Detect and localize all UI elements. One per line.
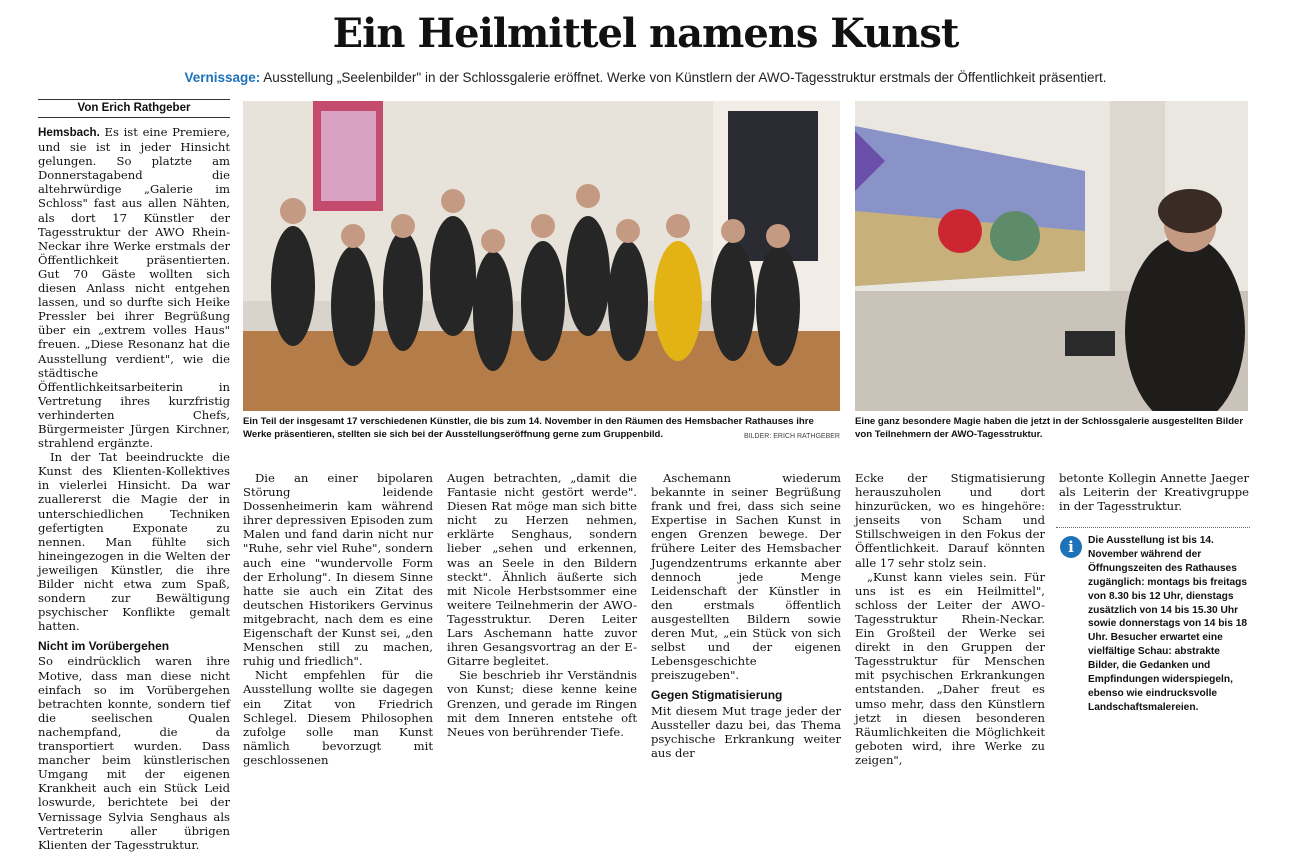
paragraph: Augen betrachten, „damit die Fantasie nicht gestört werde". Diesen Rat möge man sich bitte nicht zu Herzen nehmen, erklärte Senghaus, sondern lieber „sehen und erkennen, was an Seele in den Bildern steckt". Ähnlich äußerte sich mit Nicole Herbstsommer eine weitere Teilnehmerin der AWO-Tagesstruktur. Deren Leiter Lars Aschemann hatte zuvor ihren Gesangsvortrag an der E-Gitarre begleitet.: [447, 471, 637, 669]
group-photo-image: [243, 101, 840, 411]
painting-photo-image: [855, 101, 1248, 411]
paragraph: Die an einer bipolaren Störung leidende Dossenheimerin kam während ihrer depressiven Episoden zum Malen und fand darin nicht nur "Ruhe, sehr viel Ruhe", sondern auch eine "wundervolle Form der Erholung". In diesem Sinne hatte sie auch ein Zitat des deutschen Historikers Gervinus mitgebracht, nach dem es eine Eigenschaft der Kunst sei, „den Menschen still zu machen, ruhig und friedlich".: [243, 471, 433, 669]
paragraph: In der Tat beeindruckte die Kunst des Klienten-Kollektives in vielerlei Hinsicht. Da war zuallererst die Magie der in unterschiedlichen Techniken gefertigten Exponate zu nennen. Man fühlte sich hineingezogen in die Welten der jeweiligen Künstler, die ihre Bilder nicht etwa zum Spaß, sondern zur Bewältigung psychischer Konflikte gemalt hatten.: [38, 450, 230, 634]
paragraph: [38, 125, 230, 450]
group-photo: [243, 101, 840, 411]
section-heading: Nicht im Vorübergehen: [38, 639, 170, 654]
paragraph: betonte Kollegin Annette Jaeger als Leiterin der Kreativgruppe in der Tagesstruktur.: [1059, 471, 1249, 514]
article-column-5: [855, 471, 1045, 767]
painting-photo-caption: Eine ganz besondere Magie haben die jetzt in der Schlossgalerie ausgestellten Bilder von Teilnehmern der AWO-Tagesstruktur.: [855, 416, 1244, 440]
info-box-text: Die Ausstellung ist bis 14. November während der Öffnungszeiten des Rathauses zugänglich: montags bis freitags von 8.30 bis 12 Uhr, dienstags zusätzlich von 14 bis 15.30 Uhr sowie donnerstags von 14 bis 18 Uhr. Besucher erwartet eine vielfältige Schau: abstrakte Bilder, die Gedanken und Empfindungen widerspiegeln, ebenso wie eindrucksvolle Landschaftsmalereien.: [1088, 535, 1248, 713]
section-heading: Gegen Stigmatisierung: [651, 688, 783, 703]
dateline: Hemsbach.: [38, 126, 100, 139]
painting-photo: [855, 101, 1248, 411]
subheadline-kicker: Vernissage:: [184, 70, 261, 85]
photo-credit: BILDER: ERICH RATHGEBER: [744, 433, 840, 440]
paragraph: Ecke der Stigmatisierung herauszuholen und dort hinzurücken, wo es hingehöre: jenseits von Scham und Stillschweigen in den Fokus der Öffentlichkeit. Darauf könnten alle 17 sehr stolz sein.: [855, 471, 1045, 570]
headline: Ein Heilmittel namens Kunst: [332, 10, 959, 57]
article-column-4: [651, 471, 841, 760]
paragraph: „Kunst kann vieles sein. Für uns ist es ein Heilmittel", schloss der Leiter der AWO-Tagesstruktur Rhein-Neckar. Ein Großteil der Werke sei direkt in den Gruppen der Tagesstruktur für Menschen mit psychischen Erkrankungen entstanden. „Daher freut es umso mehr, dass den Künstlern jetzt in diesen besonderen Räumlichkeiten die Möglichkeit geboten wird, ihre Werke zu zeigen",: [855, 569, 1045, 767]
paragraph: Sie beschrieb ihr Verständnis von Kunst; diese kenne keine Grenzen, und gerade im Ringen mit dem Inneren entstehe oft Neues von berührender Tiefe.: [447, 668, 637, 739]
paragraph: So eindrücklich waren ihre Motive, dass man diese nicht einfach so im Vorübergehen betrachten konnte, sondern tief die seelischen Qualen nachempfand, die da transportiert wurden. Dass mancher beim künstlerischen Umgang mit der eigenen Krankheit auch ein Stück Leid loswurde, berichtete bei der Vernissage Sylvia Senghaus als Vertreterin aller übrigen Klienten der Tagesstruktur.: [38, 654, 230, 852]
subheadline-text: Ausstellung „Seelenbilder" in der Schlossgalerie eröffnet. Werke von Künstlern der AWO-Tagesstruktur erstmals der Öffentlichkeit präsentiert.: [260, 70, 1107, 85]
article-column-1: [38, 125, 230, 852]
paragraph: Mit diesem Mut trage jeder der Aussteller dazu bei, das Thema psychische Erkrankung weiter aus der: [651, 703, 841, 760]
subheadline: [0, 70, 1291, 85]
info-icon: i: [1060, 536, 1082, 558]
paragraph: Aschemann wiederum bekannte in seiner Begrüßung frank und frei, dass sich seine Expertise in Sachen Kunst in engen Grenzen bewege. Der frühere Leiter des Hemsbacher Jugendzentrums erkannte aber dennoch jede Menge Leidenschaft der Künstler in den erstmals öffentlich ausgestellten Bildern sowie deren Mut, „ein Stück von sich selbst und der eigenen Lebensgeschichte preiszugeben".: [651, 471, 841, 683]
article-column-3: [447, 471, 637, 739]
info-box: [1056, 527, 1250, 715]
group-photo-caption: Ein Teil der insgesamt 17 verschiedenen Künstler, die bis zum 14. November in den Räumen des Hemsbacher Rathauses ihre Werke präsentieren, stellten sie sich bei der Ausstellungseröffnung gerne zum Gruppenbild.: [243, 416, 814, 440]
article-column-6: [1059, 471, 1249, 513]
paragraph: Nicht empfehlen für die Ausstellung wollte sie dagegen ein Zitat von Friedrich Schlegel. Diesem Philosophen zufolge solle man Kunst nämlich bevorzugt mit geschlossenen: [243, 668, 433, 767]
article-column-2: [243, 471, 433, 767]
author-byline: Von Erich Rathgeber: [38, 99, 230, 118]
paragraph-text: Es ist eine Premiere, und sie ist in jeder Hinsicht gelungen. So platzte am Donnerstagabend die altehrwürdige „Galerie im Schloss" fast aus allen Nähten, als dort 17 Künstler der Tagesstruktur der AWO Rhein- Neckar ihre Werke erstmals der Öffentlichkeit präsentierten. Gut 70 Gäste wollten sich diesen Anlass nicht entgehen lassen, und so durfte sich Heike Pressler bei ihrer Begrüßung über ein „extrem volles Haus" freuen. „Diese Resonanz hat die Ausstellung verdient", wie die städtische Öffentlichkeitsarbeiterin in Vertretung ihres kurzfristig verhinderten Chefs, Bürgermeister Jürgen Kirchner, strahlend ergänzte.: [38, 125, 230, 451]
